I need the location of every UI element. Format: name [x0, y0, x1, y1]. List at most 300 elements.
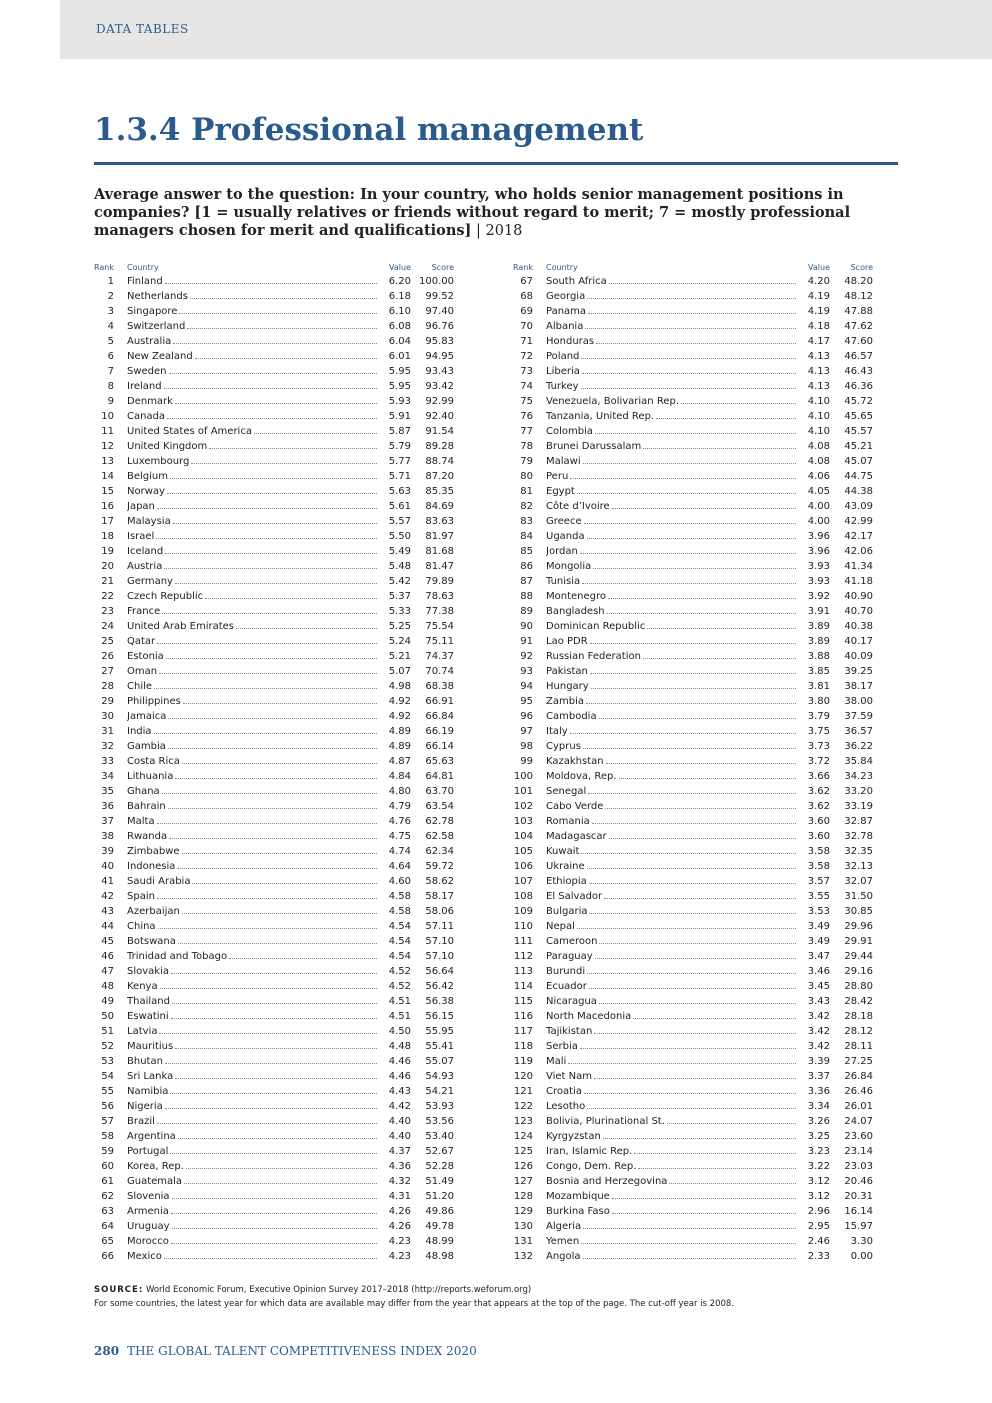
- country-cell: [127, 786, 379, 797]
- value-cell: 2.33: [807, 1251, 830, 1262]
- rank-cell: 46: [101, 951, 114, 962]
- country-cell: [127, 741, 379, 752]
- value-cell: 5.95: [388, 381, 411, 392]
- rank-cell: 124: [513, 1131, 533, 1142]
- country-cell: [546, 966, 798, 977]
- dot-leader: [173, 523, 377, 524]
- table-row: [94, 272, 454, 287]
- score-cell: 26.84: [844, 1071, 873, 1082]
- table-row: [513, 1217, 873, 1232]
- dot-leader: [159, 1033, 377, 1034]
- table-row: [94, 1172, 454, 1187]
- rank-cell: 100: [513, 771, 533, 782]
- table-row: [94, 797, 454, 812]
- country-cell: [546, 1041, 798, 1052]
- country-name: Kyrgyzstan: [546, 1131, 601, 1142]
- value-cell: 3.26: [807, 1116, 830, 1127]
- score-cell: 49.86: [425, 1206, 454, 1217]
- table-row: [94, 287, 454, 302]
- value-cell: 3.93: [807, 576, 830, 587]
- score-cell: 84.69: [425, 501, 454, 512]
- country-cell: [546, 726, 798, 737]
- table-row: [94, 422, 454, 437]
- country-name: Moldova, Rep.: [546, 771, 617, 782]
- country-cell: [127, 1251, 379, 1262]
- country-cell: [546, 696, 798, 707]
- score-cell: 30.85: [844, 906, 873, 917]
- value-cell: 3.39: [807, 1056, 830, 1067]
- table-row: [94, 692, 454, 707]
- value-cell: 4.40: [388, 1131, 411, 1142]
- value-cell: 4.79: [388, 801, 411, 812]
- country-cell: [546, 921, 798, 932]
- table-row: [513, 317, 873, 332]
- score-cell: 99.52: [425, 291, 454, 302]
- table-row: [94, 482, 454, 497]
- country-name: Latvia: [127, 1026, 158, 1037]
- dot-leader: [581, 388, 796, 389]
- table-row: [94, 722, 454, 737]
- country-name: Algeria: [546, 1221, 582, 1232]
- country-name: Netherlands: [127, 291, 188, 302]
- table-row: [513, 557, 873, 572]
- value-cell: 5.87: [388, 426, 411, 437]
- table-row: [94, 812, 454, 827]
- country-cell: [127, 1161, 379, 1172]
- dot-leader: [638, 1168, 796, 1169]
- rank-cell: 43: [101, 906, 114, 917]
- rank-cell: 31: [101, 726, 114, 737]
- dot-leader: [165, 553, 377, 554]
- table-row: [513, 782, 873, 797]
- country-name: South Africa: [546, 276, 607, 287]
- table-row: [513, 497, 873, 512]
- country-name: Namibia: [127, 1086, 169, 1097]
- dot-leader: [594, 1033, 796, 1034]
- country-cell: [546, 1206, 798, 1217]
- country-name: Romania: [546, 816, 590, 827]
- value-cell: 4.60: [388, 876, 411, 887]
- page-footer: [94, 1344, 477, 1358]
- country-name: Tanzania, United Rep.: [546, 411, 655, 422]
- value-cell: 4.42: [388, 1101, 411, 1112]
- score-cell: 32.35: [844, 846, 873, 857]
- table-header: [94, 261, 454, 272]
- country-cell: [127, 831, 379, 842]
- country-cell: [127, 1071, 379, 1082]
- dot-leader: [587, 298, 796, 299]
- score-cell: 23.60: [844, 1131, 873, 1142]
- value-cell: 4.43: [388, 1086, 411, 1097]
- rank-cell: 74: [520, 381, 533, 392]
- country-cell: [546, 801, 798, 812]
- rank-cell: 61: [101, 1176, 114, 1187]
- country-name: Burkina Faso: [546, 1206, 610, 1217]
- rank-cell: 3: [107, 306, 114, 317]
- dot-leader: [182, 853, 377, 854]
- rank-cell: 108: [513, 891, 533, 902]
- country-cell: [127, 1056, 379, 1067]
- score-cell: 89.28: [425, 441, 454, 452]
- dot-leader: [175, 583, 377, 584]
- country-cell: [127, 276, 379, 287]
- country-cell: [127, 321, 379, 332]
- country-name: El Salvador: [546, 891, 603, 902]
- rank-cell: 14: [101, 471, 114, 482]
- value-cell: 3.42: [807, 1026, 830, 1037]
- rank-cell: 20: [101, 561, 114, 572]
- table-row: [513, 1172, 873, 1187]
- dot-leader: [587, 973, 796, 974]
- dot-leader: [177, 868, 377, 869]
- country-cell: [127, 351, 379, 362]
- country-name: Norway: [127, 486, 165, 497]
- table-body-left: [94, 272, 454, 1262]
- country-cell: [127, 801, 379, 812]
- rank-cell: 125: [513, 1146, 533, 1157]
- country-cell: [546, 651, 798, 662]
- country-cell: [127, 816, 379, 827]
- country-name: Nepal: [546, 921, 575, 932]
- country-name: Belgium: [127, 471, 168, 482]
- score-cell: 81.97: [425, 531, 454, 542]
- score-cell: 28.42: [844, 996, 873, 1007]
- value-cell: 5.50: [388, 531, 411, 542]
- dot-leader: [175, 1048, 377, 1049]
- dot-leader: [191, 463, 377, 464]
- table-row: [94, 617, 454, 632]
- rank-cell: 117: [513, 1026, 533, 1037]
- table-row: [94, 767, 454, 782]
- dot-leader: [667, 1123, 796, 1124]
- score-cell: 62.34: [425, 846, 454, 857]
- country-name: Lao PDR: [546, 636, 588, 647]
- rank-cell: 102: [513, 801, 533, 812]
- country-name: Dominican Republic: [546, 621, 646, 632]
- score-cell: 38.00: [844, 696, 873, 707]
- score-cell: 65.63: [425, 756, 454, 767]
- rank-cell: 23: [101, 606, 114, 617]
- page-number: 280: [94, 1344, 120, 1358]
- score-cell: 20.31: [844, 1191, 873, 1202]
- country-cell: [546, 996, 798, 1007]
- country-cell: [546, 1116, 798, 1127]
- rank-cell: 123: [513, 1116, 533, 1127]
- dot-leader: [599, 1003, 796, 1004]
- dot-leader: [172, 1003, 377, 1004]
- country-name: Yemen: [546, 1236, 580, 1247]
- country-name: Germany: [127, 576, 173, 587]
- value-cell: 4.51: [388, 1011, 411, 1022]
- table-row: [94, 1202, 454, 1217]
- score-cell: 49.78: [425, 1221, 454, 1232]
- rank-cell: 116: [513, 1011, 533, 1022]
- country-cell: [546, 981, 798, 992]
- country-name: New Zealand: [127, 351, 193, 362]
- rank-cell: 111: [513, 936, 533, 947]
- score-cell: 33.20: [844, 786, 873, 797]
- table-row: [513, 662, 873, 677]
- country-name: Cyprus: [546, 741, 581, 752]
- country-cell: [127, 996, 379, 1007]
- rank-cell: 28: [101, 681, 114, 692]
- dot-leader: [209, 448, 377, 449]
- footnotes: [94, 1283, 914, 1311]
- rank-cell: 53: [101, 1056, 114, 1067]
- country-name: Zimbabwe: [127, 846, 180, 857]
- country-name: Hungary: [546, 681, 589, 692]
- score-cell: 26.46: [844, 1086, 873, 1097]
- table-row: [94, 362, 454, 377]
- country-name: Panama: [546, 306, 587, 317]
- country-cell: [546, 336, 798, 347]
- dot-leader: [175, 778, 377, 779]
- dot-leader: [577, 928, 796, 929]
- country-name: Trinidad and Tobago: [127, 951, 228, 962]
- country-cell: [546, 501, 798, 512]
- dot-leader: [586, 703, 796, 704]
- value-cell: 5.95: [388, 366, 411, 377]
- country-name: Azerbaijan: [127, 906, 180, 917]
- rank-cell: 40: [101, 861, 114, 872]
- dot-leader: [592, 823, 796, 824]
- country-name: Georgia: [546, 291, 586, 302]
- rank-cell: 54: [101, 1071, 114, 1082]
- country-name: Senegal: [546, 786, 587, 797]
- country-cell: [127, 636, 379, 647]
- score-cell: 52.28: [425, 1161, 454, 1172]
- table-row: [513, 572, 873, 587]
- country-name: Tunisia: [546, 576, 581, 587]
- score-cell: 56.38: [425, 996, 454, 1007]
- score-cell: 55.95: [425, 1026, 454, 1037]
- dot-leader: [568, 1063, 796, 1064]
- rank-cell: 51: [101, 1026, 114, 1037]
- score-cell: 79.89: [425, 576, 454, 587]
- dot-leader: [570, 733, 796, 734]
- rank-cell: 70: [520, 321, 533, 332]
- score-cell: 43.09: [844, 501, 873, 512]
- country-name: Pakistan: [546, 666, 588, 677]
- value-cell: 5.91: [388, 411, 411, 422]
- value-cell: 4.08: [807, 456, 830, 467]
- score-cell: 53.56: [425, 1116, 454, 1127]
- value-cell: 3.93: [807, 561, 830, 572]
- country-cell: [546, 1236, 798, 1247]
- rank-cell: 75: [520, 396, 533, 407]
- rank-cell: 22: [101, 591, 114, 602]
- value-cell: 3.25: [807, 1131, 830, 1142]
- value-cell: 5.33: [388, 606, 411, 617]
- country-name: Sri Lanka: [127, 1071, 174, 1082]
- rank-cell: 58: [101, 1131, 114, 1142]
- score-cell: 68.38: [425, 681, 454, 692]
- table-row: [513, 467, 873, 482]
- caveat-note: For some countries, the latest year for which data are available may differ from the year that appears at the top of the page. The cut-off year is 2008.: [94, 1299, 735, 1309]
- value-cell: 3.49: [807, 936, 830, 947]
- country-cell: [127, 306, 379, 317]
- dot-leader: [612, 1198, 796, 1199]
- country-name: Poland: [546, 351, 580, 362]
- value-cell: 4.92: [388, 711, 411, 722]
- country-cell: [127, 366, 379, 377]
- table-row: [94, 1142, 454, 1157]
- table-row: [94, 1217, 454, 1232]
- country-name: Mexico: [127, 1251, 162, 1262]
- value-cell: 4.54: [388, 951, 411, 962]
- country-name: Serbia: [546, 1041, 578, 1052]
- table-row: [94, 1037, 454, 1052]
- score-cell: 63.54: [425, 801, 454, 812]
- table-row: [513, 1187, 873, 1202]
- rank-cell: 13: [101, 456, 114, 467]
- country-name: Colombia: [546, 426, 593, 437]
- value-cell: 5.79: [388, 441, 411, 452]
- table-row: [513, 1202, 873, 1217]
- country-name: Tajikistan: [546, 1026, 593, 1037]
- table-row: [94, 347, 454, 362]
- rank-cell: 126: [513, 1161, 533, 1172]
- country-name: North Macedonia: [546, 1011, 632, 1022]
- score-cell: 75.54: [425, 621, 454, 632]
- value-cell: 4.80: [388, 786, 411, 797]
- table-subtitle: [94, 186, 904, 240]
- score-cell: 59.72: [425, 861, 454, 872]
- score-cell: 54.21: [425, 1086, 454, 1097]
- value-cell: 3.36: [807, 1086, 830, 1097]
- table-row: [513, 1142, 873, 1157]
- table-row: [513, 1247, 873, 1262]
- score-cell: 29.44: [844, 951, 873, 962]
- country-cell: [546, 846, 798, 857]
- title-divider: [94, 162, 898, 165]
- country-name: Slovenia: [127, 1191, 170, 1202]
- value-cell: 3.58: [807, 861, 830, 872]
- country-name: India: [127, 726, 152, 737]
- dot-leader: [154, 688, 377, 689]
- country-cell: [127, 561, 379, 572]
- country-name: Malaysia: [127, 516, 171, 527]
- country-name: Canada: [127, 411, 166, 422]
- score-cell: 45.65: [844, 411, 873, 422]
- value-cell: 4.75: [388, 831, 411, 842]
- dot-leader: [171, 973, 377, 974]
- rank-cell: 24: [101, 621, 114, 632]
- table-row: [513, 437, 873, 452]
- score-cell: 46.43: [844, 366, 873, 377]
- table-row: [513, 1112, 873, 1127]
- country-cell: [546, 831, 798, 842]
- dot-leader: [583, 748, 796, 749]
- dot-leader: [164, 388, 377, 389]
- country-name: Japan: [127, 501, 155, 512]
- country-name: Uganda: [546, 531, 585, 542]
- rank-cell: 73: [520, 366, 533, 377]
- country-cell: [127, 1221, 379, 1232]
- rank-cell: 18: [101, 531, 114, 542]
- rank-cell: 130: [513, 1221, 533, 1232]
- subtitle-question: Average answer to the question: In your country, who holds senior management positions in companies? [1 = usually relatives or friends without regard to merit; 7 = mostly professional managers chosen for merit and qualifications]: [94, 186, 851, 239]
- country-cell: [127, 921, 379, 932]
- dot-leader: [604, 898, 796, 899]
- country-name: Nicaragua: [546, 996, 597, 1007]
- country-name: Thailand: [127, 996, 170, 1007]
- dot-leader: [606, 763, 796, 764]
- table-row: [513, 332, 873, 347]
- value-cell: 3.49: [807, 921, 830, 932]
- country-name: Slovakia: [127, 966, 169, 977]
- country-name: United Kingdom: [127, 441, 208, 452]
- value-cell: 3.57: [807, 876, 830, 887]
- table-row: [94, 1022, 454, 1037]
- country-name: Peru: [546, 471, 569, 482]
- score-cell: 0.00: [850, 1251, 873, 1262]
- score-cell: 48.99: [425, 1236, 454, 1247]
- value-cell: 4.46: [388, 1056, 411, 1067]
- dot-leader: [172, 1198, 377, 1199]
- header-band: [60, 0, 992, 59]
- value-cell: 4.98: [388, 681, 411, 692]
- country-name: Austria: [127, 561, 163, 572]
- table-row: [513, 1007, 873, 1022]
- table-row: [94, 947, 454, 962]
- country-name: Brazil: [127, 1116, 155, 1127]
- rank-cell: 79: [520, 456, 533, 467]
- score-cell: 29.96: [844, 921, 873, 932]
- dot-leader: [178, 943, 377, 944]
- dot-leader: [599, 943, 796, 944]
- table-row: [94, 557, 454, 572]
- rank-cell: 48: [101, 981, 114, 992]
- source-label: SOURCE:: [94, 1285, 144, 1295]
- value-cell: 4.89: [388, 726, 411, 737]
- country-cell: [127, 531, 379, 542]
- country-cell: [546, 1251, 798, 1262]
- country-cell: [546, 951, 798, 962]
- score-cell: 47.60: [844, 336, 873, 347]
- country-cell: [127, 606, 379, 617]
- dot-leader: [156, 538, 377, 539]
- dot-leader: [584, 1093, 796, 1094]
- value-cell: 3.89: [807, 621, 830, 632]
- value-cell: 3.89: [807, 636, 830, 647]
- value-cell: 4.40: [388, 1116, 411, 1127]
- country-cell: [127, 846, 379, 857]
- country-name: Congo, Dem. Rep.: [546, 1161, 637, 1172]
- dot-leader: [186, 1168, 377, 1169]
- score-cell: 40.70: [844, 606, 873, 617]
- table-row: [513, 362, 873, 377]
- score-cell: 47.88: [844, 306, 873, 317]
- country-cell: [127, 756, 379, 767]
- dot-leader: [171, 1243, 377, 1244]
- table-row: [94, 1082, 454, 1097]
- rank-cell: 90: [520, 621, 533, 632]
- country-cell: [546, 891, 798, 902]
- rank-cell: 60: [101, 1161, 114, 1172]
- rank-cell: 36: [101, 801, 114, 812]
- country-name: United States of America: [127, 426, 252, 437]
- score-cell: 87.20: [425, 471, 454, 482]
- score-cell: 20.46: [844, 1176, 873, 1187]
- country-cell: [127, 1206, 379, 1217]
- table-row: [94, 587, 454, 602]
- subtitle-year: | 2018: [471, 223, 523, 239]
- table-row: [94, 332, 454, 347]
- dot-leader: [582, 373, 796, 374]
- country-cell: [127, 1041, 379, 1052]
- value-cell: 4.08: [807, 441, 830, 452]
